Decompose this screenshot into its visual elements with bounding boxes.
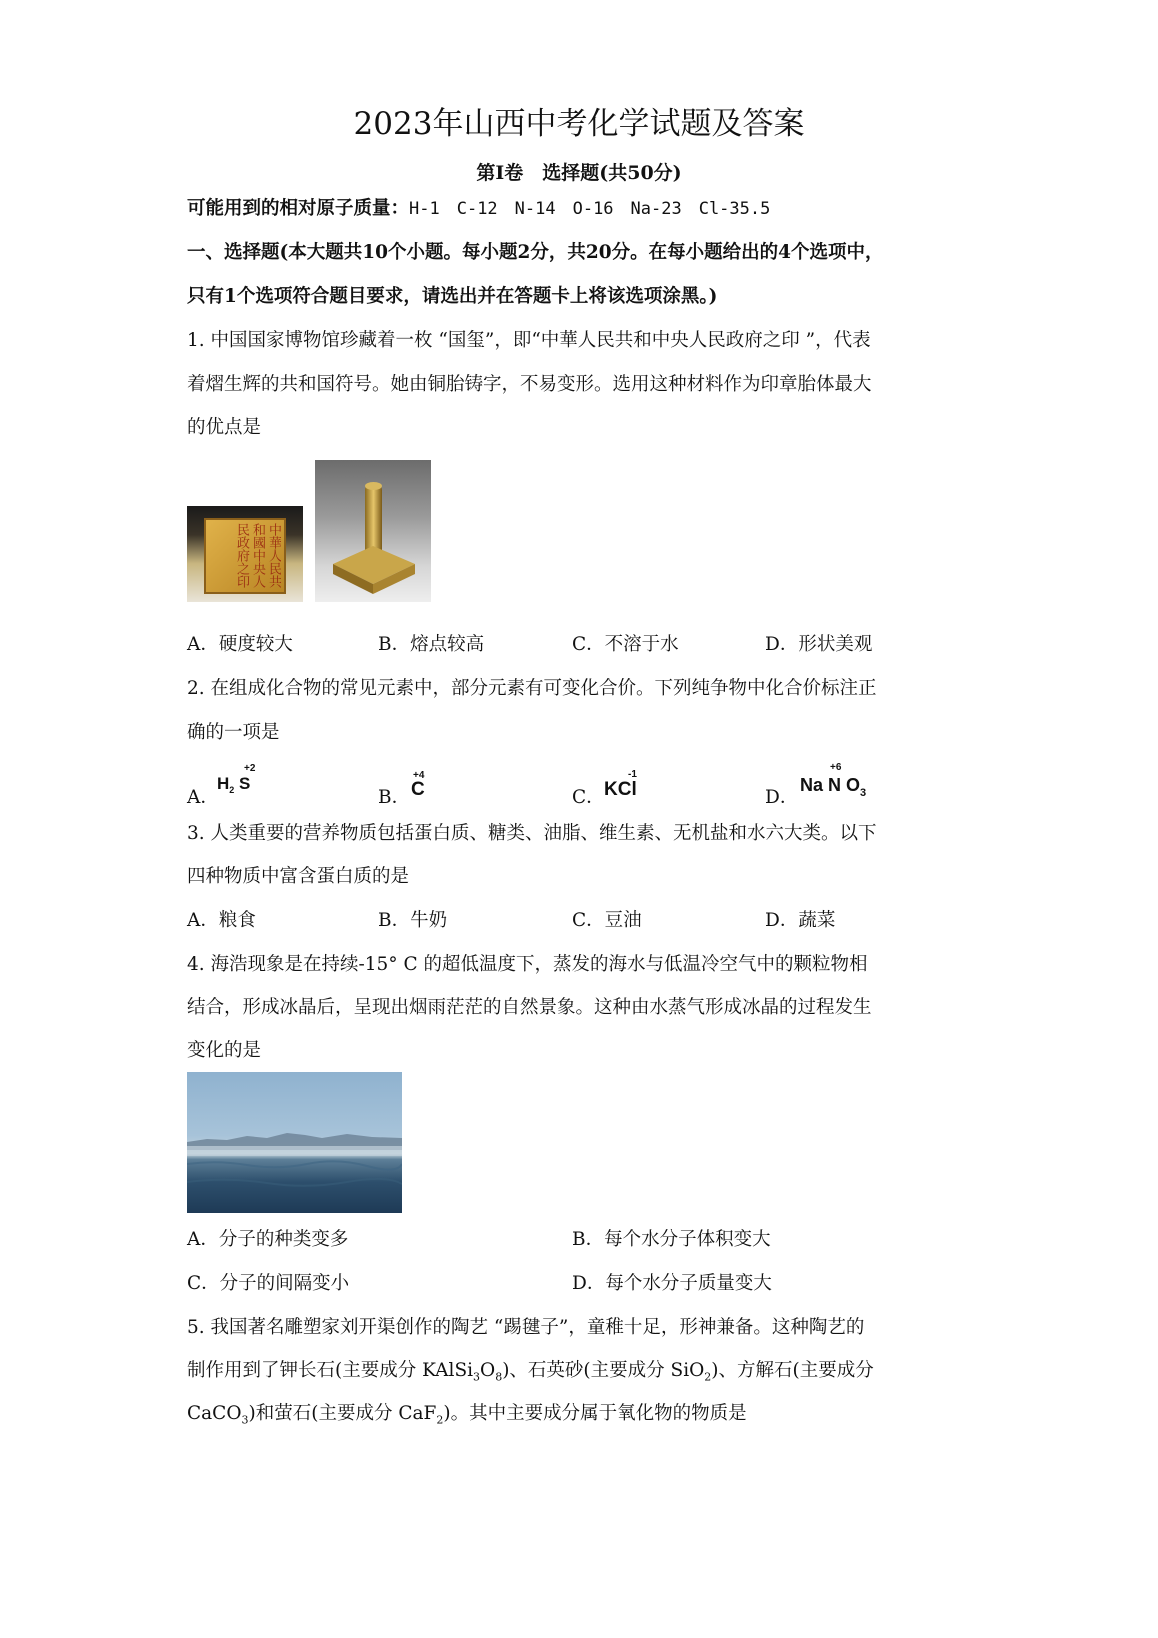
page-title: 2023年山西中考化学试题及答案	[353, 106, 805, 142]
q2-label-d[interactable]: D．	[765, 787, 799, 808]
q4-line-2: 结合，形成冰晶后，呈现出烟雨茫茫的自然景象。这种由水蒸气形成冰晶的过程发生	[187, 997, 872, 1018]
seal-inscription: 中華人民共和國中央人民政府之印	[234, 523, 281, 588]
section-heading: 第Ⅰ卷 选择题(共50分)	[476, 162, 682, 184]
q1-option-d[interactable]: D．形状美观	[765, 634, 873, 655]
atomic-mass-label: 可能用到的相对原子质量：	[187, 198, 410, 219]
q2-a-valence: +2	[244, 763, 256, 774]
q3-line-1: 3. 人类重要的营养物质包括蛋白质、糖类、油脂、维生素、无机盐和水六大类。以下	[187, 823, 877, 844]
atomic-mass-line	[187, 198, 770, 220]
q5-line-2-part-c: )、石英砂(主要成分 SiO	[502, 1360, 705, 1381]
q5-sub-3b: 3	[241, 1413, 249, 1427]
q1-line-2: 着熠生辉的共和国符号。她由铜胎铸字，不易变形。选用这种材料作为印章胎体最大	[187, 374, 872, 395]
q5-sub-2a: 2	[704, 1370, 712, 1384]
q1-line-1: 1. 中国国家博物馆珍藏着一枚 “国玺”，即“中華人民共和中央人民政府之印 ”，代表	[187, 330, 871, 351]
atomic-mass-values: H-1 C-12 N-14 O-16 Na-23 Cl-35.5	[409, 199, 771, 219]
q5-line-3-part-a: CaCO	[187, 1403, 242, 1424]
sea-fog-illustration	[187, 1072, 402, 1213]
sea-fog-image	[187, 1072, 402, 1213]
q2-line-2: 确的一项是	[187, 722, 280, 743]
q1-option-c[interactable]: C．不溶于水	[572, 634, 679, 655]
q4-option-a[interactable]: A．分子的种类变多	[187, 1229, 349, 1250]
q5-line-2-part-b: O	[480, 1360, 496, 1381]
q5-line-1: 5. 我国著名雕塑家刘开渠创作的陶艺 “踢毽子”，童稚十足，形神兼备。这种陶艺的	[187, 1317, 865, 1338]
q2-c-formula: KCl	[604, 779, 637, 800]
q2-line-1: 2. 在组成化合物的常见元素中，部分元素有可变化合价。下列纯争物中化合价标注正	[187, 678, 877, 699]
q4-line-1: 4. 海浩现象是在持续-15° C 的超低温度下，蒸发的海水与低温冷空气中的颗粒物相	[187, 954, 868, 975]
q4-option-b[interactable]: B．每个水分子体积变大	[572, 1229, 771, 1250]
q2-d-valence: +6	[830, 762, 842, 773]
q1-line-3: 的优点是	[187, 417, 262, 438]
q5-sub-8: 8	[495, 1370, 503, 1384]
q2-label-b[interactable]: B．	[378, 787, 411, 808]
q3-line-2: 四种物质中富含蛋白质的是	[187, 866, 410, 887]
seal-side-illustration	[315, 460, 431, 602]
q5-sub-2b: 2	[436, 1413, 444, 1427]
q2-label-a[interactable]: A．	[187, 787, 219, 808]
q4-option-d[interactable]: D．每个水分子质量变大	[572, 1273, 772, 1294]
q5-line-3-part-b: )和萤石(主要成分 CaF	[248, 1403, 437, 1424]
q2-c-valence: -1	[628, 769, 637, 780]
seal-face-image	[187, 506, 303, 602]
q5-line-2-part-a: 制作用到了钾长石(主要成分 KAlSi	[187, 1360, 474, 1381]
instructions-line-2: 只有1个选项符合题目要求，请选出并在答题卡上将该选项涂黑。)	[187, 286, 718, 307]
seal-side-image	[315, 460, 431, 602]
q5-line-2	[187, 1360, 874, 1389]
q2-b-valence: +4	[413, 770, 425, 781]
seal-face-plate	[204, 518, 286, 594]
q4-option-c[interactable]: C．分子的间隔变小	[187, 1273, 350, 1294]
q4-line-3: 变化的是	[187, 1040, 262, 1061]
q5-line-2-part-d: )、方解石(主要成分	[711, 1360, 874, 1381]
q2-label-c[interactable]: C．	[572, 787, 605, 808]
q1-option-a[interactable]: A．硬度较大	[187, 634, 293, 655]
q3-option-c[interactable]: C．豆油	[572, 910, 642, 931]
q2-b-formula: C	[411, 779, 425, 800]
q1-option-b[interactable]: B．熔点较高	[378, 634, 485, 655]
q3-option-d[interactable]: D．蔬菜	[765, 910, 836, 931]
instructions-line-1: 一、选择题(本大题共10个小题。每小题2分，共20分。在每小题给出的4个选项中，	[187, 242, 884, 263]
q5-sub-3a: 3	[473, 1370, 481, 1384]
q3-option-a[interactable]: A．粮食	[187, 910, 256, 931]
q2-a-formula: $H_2$ S	[217, 774, 251, 795]
q2-d-formula: Na N $O_3$	[800, 775, 867, 799]
q5-line-3	[187, 1403, 747, 1432]
q3-option-b[interactable]: B．牛奶	[378, 910, 448, 931]
q5-line-3-part-c: )。其中主要成分属于氧化物的物质是	[443, 1403, 747, 1424]
